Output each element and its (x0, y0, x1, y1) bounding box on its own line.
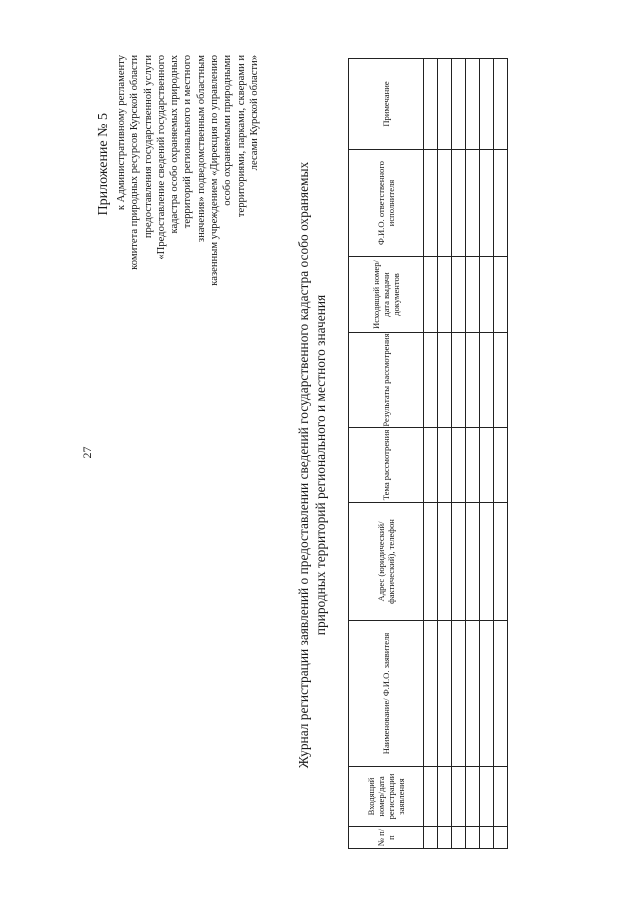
table-row (424, 59, 438, 849)
table-cell (466, 827, 480, 849)
table-row (438, 59, 452, 849)
table-cell (494, 503, 508, 621)
table-cell (480, 827, 494, 849)
registration-table (348, 58, 508, 849)
column-header: Входящий номер/дата регистрации заявления (349, 767, 424, 827)
table-row (480, 59, 494, 849)
table-cell (480, 503, 494, 621)
table-cell (424, 257, 438, 333)
table-cell (438, 59, 452, 150)
column-header: № п/п (349, 827, 424, 849)
appendix-title: Приложение № 5 (96, 113, 111, 216)
column-header: Наименование/ Ф.И.О. заявителя (349, 621, 424, 767)
table-cell (480, 333, 494, 428)
appendix-line: особо охраняемыми природными (222, 55, 234, 206)
table-cell (494, 59, 508, 150)
table-header-row (349, 59, 424, 849)
table-cell (438, 333, 452, 428)
appendix-line: комитета природных ресурсов Курской области (129, 55, 141, 270)
table-cell (438, 257, 452, 333)
appendix-line: казенным учреждением «Дирекция по управлению (209, 55, 221, 286)
table-row (452, 59, 466, 849)
table-cell (480, 59, 494, 150)
table-cell (494, 827, 508, 849)
appendix-description (115, 55, 261, 305)
table-cell (424, 767, 438, 827)
table-cell (438, 767, 452, 827)
table-cell (480, 767, 494, 827)
table-cell (466, 150, 480, 257)
column-header: Исходящий номер/дата выдачи документов (349, 257, 424, 333)
table-cell (494, 621, 508, 767)
table-cell (452, 150, 466, 257)
table-cell (452, 333, 466, 428)
table-cell (466, 621, 480, 767)
table-cell (452, 257, 466, 333)
table-row (466, 59, 480, 849)
table-cell (424, 333, 438, 428)
column-header: Адрес (юридический/ фактический), телефон (349, 503, 424, 621)
table-body (424, 59, 508, 849)
appendix-line: лесами Курской области» (248, 55, 260, 171)
table-cell (466, 503, 480, 621)
table-cell (424, 150, 438, 257)
table-cell (480, 428, 494, 503)
journal-title (296, 65, 329, 865)
table-cell (452, 428, 466, 503)
table-cell (452, 827, 466, 849)
appendix-line: предоставления государственной услуги (142, 55, 154, 239)
table-cell (466, 59, 480, 150)
appendix-line: к Административному регламенту (116, 55, 127, 211)
table-cell (424, 827, 438, 849)
table-cell (494, 767, 508, 827)
table-cell (438, 827, 452, 849)
page-number: 27 (80, 446, 94, 459)
table-cell (466, 257, 480, 333)
column-header: Результаты рассмотрения (349, 333, 424, 428)
appendix-line: значения» подведомственным областным (195, 55, 207, 243)
table-cell (466, 333, 480, 428)
table-cell (494, 150, 508, 257)
table-cell (466, 767, 480, 827)
table-cell (438, 621, 452, 767)
appendix-line: территорий регионального и местного (182, 55, 194, 229)
table-cell (438, 150, 452, 257)
table-cell (424, 428, 438, 503)
table-cell (494, 428, 508, 503)
table-cell (452, 503, 466, 621)
appendix-line: кадастра особо охраняемых природных (169, 55, 181, 234)
appendix-line: территориями, парками, скверами и (235, 55, 247, 218)
table-row (494, 59, 508, 849)
table-cell (480, 257, 494, 333)
table-cell (424, 59, 438, 150)
table-cell (438, 428, 452, 503)
table-cell (424, 621, 438, 767)
table-cell (466, 428, 480, 503)
appendix-line: «Предоставление сведений государственного (155, 55, 167, 260)
column-header: Примечание (349, 59, 424, 150)
column-header: Ф.И.О. ответственного исполнителя (349, 150, 424, 257)
table-cell (480, 621, 494, 767)
journal-title-line: Журнал регистрации заявлений о предоставлении сведений государственного кадастра особо охраняемых (296, 161, 311, 769)
table-cell (494, 333, 508, 428)
table-cell (438, 503, 452, 621)
table-cell (452, 621, 466, 767)
table-cell (424, 503, 438, 621)
table-cell (494, 257, 508, 333)
table-cell (480, 150, 494, 257)
table-cell (452, 767, 466, 827)
column-header: Тема рассмотрения (349, 428, 424, 503)
table-cell (452, 59, 466, 150)
journal-title-line: природных территорий регионального и местного значения (312, 294, 328, 636)
